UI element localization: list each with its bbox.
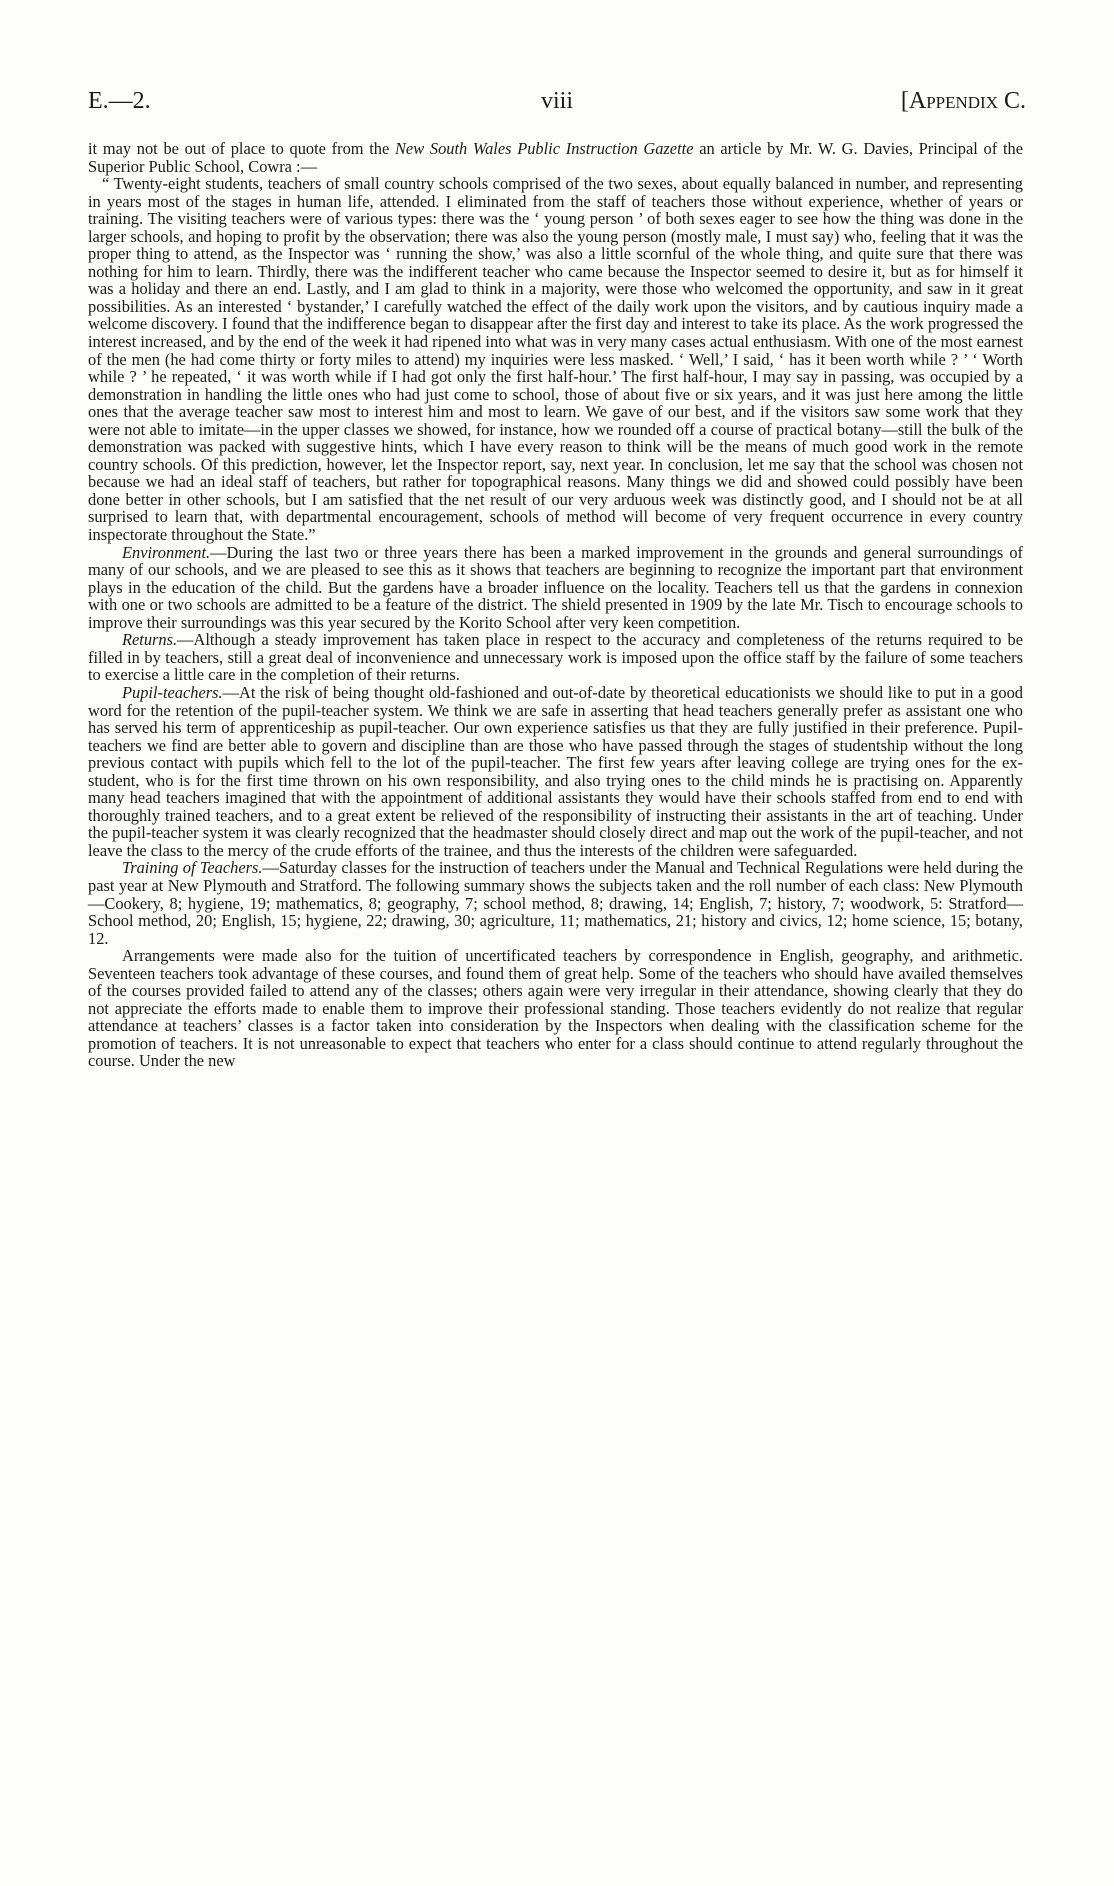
appendix-label: [Appendix C. — [900, 88, 1026, 114]
section-text: —At the risk of being thought old-fashioned and out-of-date by theoretical educationists we should like to put in a good word for the retention of the pupil-teacher system. We think we are safe in asserting that head teachers generally prefer as assistant one who has served his term of apprenticeship as pupil-teacher. Our own experience satisfies us that they are fully justified in their preference. Pupil-teachers we find are better able to govern and discipline than are those who have passed through the stages of studentship without the long previous contact with pupils which fell to the lot of the pupil-teacher. The first few years after leaving college are trying ones for the ex-student, who is for the first time thrown on his own responsibility, and also trying ones to the child minds he is practising on. Apparently many head teachers imagined that with the appointment of additional assistants they would have their schools staffed from end to end with thoroughly trained teachers, and to a great extent be relieved of the responsibility of instructing their assistants in the art of teaching. Under the pupil-teacher system it was clearly recognized that the headmaster should closely direct and map out the work of the pupil-teacher, and not leave the class to the mercy of the crude efforts of the trainee, and thus the interests of the children were safeguarded. — [88, 682, 1023, 860]
section-training-of-teachers — [88, 859, 1023, 947]
page-number: viii — [540, 88, 573, 114]
section-heading: Environment. — [122, 542, 211, 562]
section-text: —Saturday classes for the instruction of teachers under the Manual and Technical Regulations were held during the past year at New Plymouth and Stratford. The following summary shows the subjects taken and the roll number of each class: New Plymouth—Cookery, 8; hygiene, 19; mathematics, 8; geography, 7; school method, 8; drawing, 14; English, 7; history, 7; woodwork, 5: Stratford—School method, 20; English, 15; hygiene, 22; drawing, 30; agriculture, 11; mathematics, 21; history and civics, 12; home science, 15; botany, 12. — [88, 858, 1023, 948]
section-correspondence-tuition — [88, 947, 1023, 1070]
section-returns — [88, 631, 1023, 684]
section-text: —Although a steady improvement has taken place in respect to the accuracy and completeness of the returns required to be filled in by teachers, still a great deal of inconvenience and unnecessary work is imposed upon the office staff by the failure of some teachers to exercise a little care in the completion of their returns. — [88, 630, 1023, 685]
section-text: —During the last two or three years there has been a marked improvement in the grounds and general surroundings of many of our schools, and we are pleased to see this as it shows that teachers are beginning to recognize the important part that environment plays in the education of the child. But the gardens have a broader influence on the locality. Teachers tell us that the gardens in connexion with one or two schools are admitted to be a feature of the district. The shield presented in 1909 by the late Mr. Tisch to encourage schools to improve their surroundings was this year secured by the Korito School after very keen competition. — [88, 542, 1023, 632]
section-heading: Pupil-teachers. — [122, 682, 223, 702]
section-pupil-teachers — [88, 684, 1023, 859]
quoted-article: “ Twenty-eight students, teachers of small country schools comprised of the two sexes, about equally balanced in number, and representing in years most of the stages in human life, attended. I eliminated from the staff of teachers those without experience, whether of years or training. The visiting teachers were of various types: there was the ‘ young person ’ of both sexes eager to see how the thing was done in the larger schools, and hoping to profit by the observation; there was also the young person (mostly male, I must say) who, feeling that it was the proper thing to attend, as the Inspector was ‘ running the show,’ was also a little scornful of the whole thing, and quite sure that there was nothing for him to learn. Thirdly, there was the indifferent teacher who came because the Inspector seemed to desire it, but as for himself it was a holiday and there an end. Lastly, and I am glad to think in a majority, were those who welcomed the opportunity, and saw in it great possibilities. As an interested ‘ bystander,’ I carefully watched the effect of the daily work upon the visitors, and by cautious inquiry made a welcome discovery. I found that the indifference began to disappear after the first day and interest to take its place. As the work progressed the interest increased, and by the end of the week it had ripened into what was in very many cases actual enthusiasm. With one of the most earnest of the men (he had come thirty or forty miles to attend) my inquiries were less masked. ‘ Well,’ I said, ‘ has it been worth while ? ’ ‘ Worth while ? ’ he repeated, ‘ it was worth while if I had got only the first half-hour.’ The first half-hour, I may say in passing, was occupied by a demonstration in handling the little ones who had just come to school, those of about five or six years, and it was just here among the little ones that the average teacher saw most to interest him and most to learn. We gave of our best, and if the visitors saw some work that they were not able to imitate—in the upper classes we showed, for instance, how we rounded off a course of practical botany—still the bulk of the demonstration was packed with suggestive hints, which I have every reason to think will be the means of much good work in the remote country schools. Of this prediction, however, let the Inspector report, say, next year. In conclusion, let me say that the school was chosen not because we had an ideal staff of teachers, but rather for topographical reasons. Many things we did and showed could possibly have been done better in other schools, but I am satisfied that the net result of our very arduous week was distinctly good, and I should not be at all surprised to learn that, with departmental encouragement, schools of method will become of very frequent occurrence in every country inspectorate throughout the State.” — [88, 174, 1023, 545]
intro-lead: it may not be out of place to quote from the — [88, 139, 395, 158]
body-text — [88, 140, 1023, 1070]
section-heading: Training of Teachers. — [122, 858, 263, 878]
intro-paragraph — [88, 140, 1023, 175]
gazette-title: New South Wales Public Instruction Gazette — [395, 139, 694, 158]
page-header — [88, 88, 1026, 128]
section-heading: Returns. — [122, 630, 178, 650]
document-reference: E.—2. — [88, 88, 151, 114]
intro-tail: an article by Mr. W. G. Davies, Principal of the Superior Public School, Cowra :— — [88, 139, 1023, 176]
section-environment — [88, 544, 1023, 632]
section-text: Arrangements were made also for the tuition of uncertificated teachers by correspondence in English, geography, and arithmetic. Seventeen teachers took advantage of these courses, and found them of great help. Some of the teachers who should have availed themselves of the courses provided failed to attend any of the classes; others again were very irregular in their attendance, showing clearly that they do not appreciate the efforts made to enable them to improve their professional standing. Those teachers evidently do not realize that regular attendance at teachers’ classes is a factor taken into consideration by the Inspectors when dealing with the classification scheme for the promotion of teachers. It is not unreasonable to expect that teachers who enter for a class should continue to attend regularly throughout the course. Under the new — [88, 946, 1023, 1071]
